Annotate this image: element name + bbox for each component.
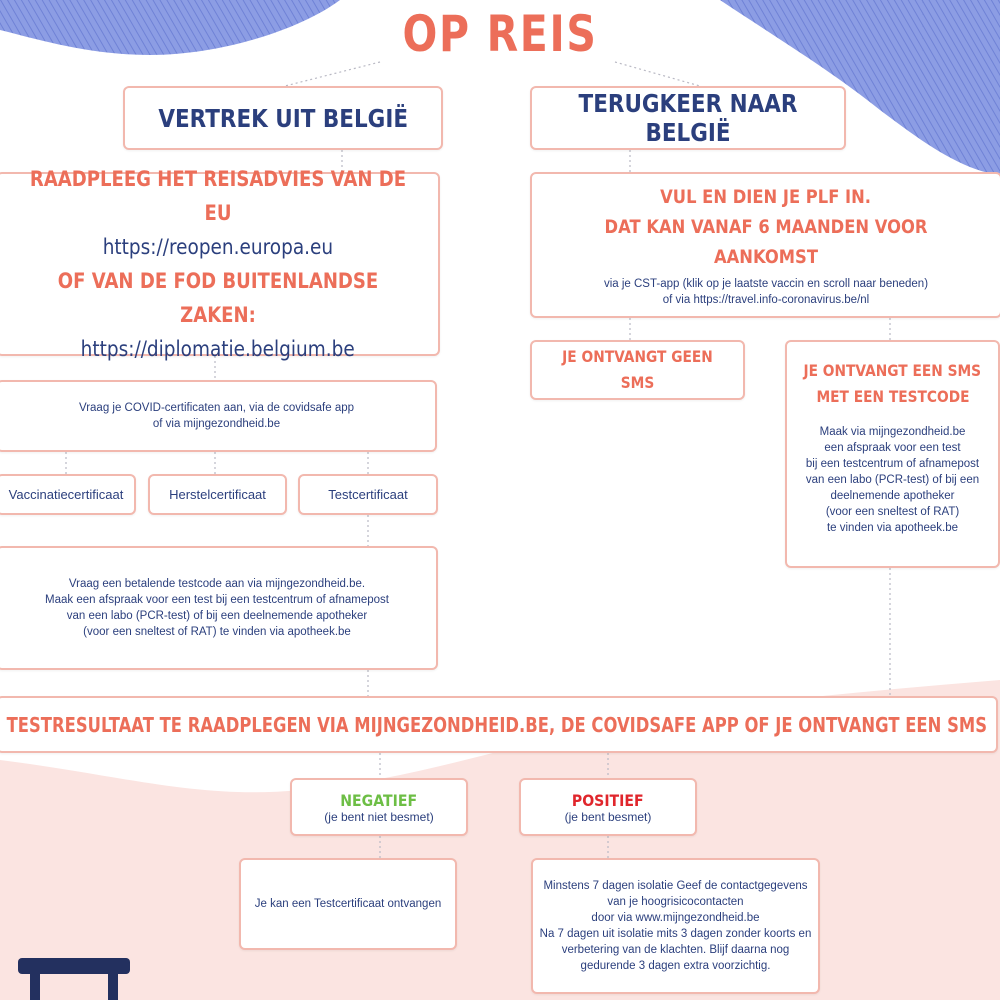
certificates-request-line2: of via mijngezondheid.be bbox=[152, 418, 281, 430]
plf-subtitle: DAT KAN VANAF 6 MAANDEN VOOR AANKOMST bbox=[604, 216, 928, 268]
recovery-certificate-label: Herstelcertificaat bbox=[169, 487, 266, 502]
sms-line: een afspraak voor een test bbox=[824, 442, 961, 454]
departure-header: VERTREK UIT BELGIË bbox=[158, 103, 408, 133]
vaccination-certificate-box bbox=[0, 474, 136, 515]
testcode-line3: van een labo (PCR-test) of bij een deelnemende apotheker bbox=[66, 610, 368, 622]
plf-title: VUL EN DIEN JE PLF IN. bbox=[660, 186, 872, 208]
positive-detail-line: verbetering van de klachten. Blijf daarna nog bbox=[561, 944, 790, 956]
plf-instruction: via je CST-app (klik op je laatste vaccin en scroll naar beneden) bbox=[603, 278, 929, 290]
certificates-request-line1: Vraag je COVID-certificaten aan, via de covidsafe app bbox=[78, 402, 355, 414]
positive-detail-line: gedurende 3 dagen extra voorzichtig. bbox=[580, 960, 771, 972]
vaccination-certificate-label: Vaccinatiecertificaat bbox=[8, 487, 124, 502]
certificates-request-box bbox=[0, 380, 437, 452]
testcode-line4: (voor een sneltest of RAT) te vinden via apotheek.be bbox=[83, 626, 351, 638]
positive-box bbox=[519, 778, 697, 836]
positive-detail-line: Minstens 7 dagen isolatie Geef de contactgegevens bbox=[543, 880, 808, 892]
return-header-box bbox=[530, 86, 846, 150]
advice-eu-url[interactable]: https://reopen.europa.eu bbox=[102, 235, 334, 259]
sms-line: Maak via mijngezondheid.be bbox=[819, 426, 966, 438]
positive-subtitle: (je bent besmet) bbox=[564, 809, 652, 824]
positive-detail-line: Na 7 dagen uit isolatie mits 3 dagen zonder koorts en bbox=[539, 928, 812, 940]
result-banner-box bbox=[0, 696, 998, 753]
sms-subtitle: MET EEN TESTCODE bbox=[815, 387, 970, 406]
plf-url[interactable]: of via https://travel.info-coronavirus.be/nl bbox=[662, 294, 870, 306]
positive-detail-line: van je hoogrisicocontacten bbox=[607, 896, 744, 908]
sms-box bbox=[785, 340, 1000, 568]
positive-detail-line: door via www.mijngezondheid.be bbox=[591, 912, 760, 924]
advice-fod-label: OF VAN DE FOD BUITENLANDSE ZAKEN: bbox=[57, 269, 379, 327]
return-header: TERUGKEER NAAR BELGIË bbox=[578, 89, 798, 147]
departure-header-box bbox=[123, 86, 443, 150]
travel-advice-box bbox=[0, 167, 440, 361]
page-title: OP REIS bbox=[402, 5, 598, 63]
sms-line: deelnemende apotheker bbox=[830, 490, 955, 502]
result-banner: TESTRESULTAAT TE RAADPLEGEN VIA MIJNGEZONDHEID.BE, DE COVIDSAFE APP OF JE ONTVANGT EEN SMS bbox=[6, 712, 988, 737]
testcode-line1: Vraag een betalende testcode aan via mijngezondheid.be. bbox=[68, 578, 366, 590]
negative-box bbox=[290, 778, 468, 836]
no-sms-label: JE ONTVANGT GEEN SMS bbox=[562, 347, 713, 392]
recovery-certificate-box bbox=[148, 474, 287, 515]
sms-line: te vinden via apotheek.be bbox=[826, 522, 959, 534]
sms-line: van een labo (PCR-test) of bij een bbox=[805, 474, 980, 486]
testcode-box bbox=[0, 546, 438, 670]
positive-detail-box bbox=[531, 858, 820, 994]
test-certificate-label: Testcertificaat bbox=[328, 487, 408, 502]
sms-instructions bbox=[806, 424, 979, 536]
positive-title: POSITIEF bbox=[572, 790, 644, 810]
test-certificate-box bbox=[298, 474, 438, 515]
sms-title: JE ONTVANGT EEN SMS bbox=[803, 361, 982, 380]
plf-box bbox=[530, 172, 1000, 318]
advice-fod-url[interactable]: https://diplomatie.belgium.be bbox=[80, 337, 356, 361]
advice-eu-label: RAADPLEEG HET REISADVIES VAN DE EU bbox=[29, 167, 407, 225]
negative-subtitle: (je bent niet besmet) bbox=[324, 809, 434, 824]
no-sms-box bbox=[530, 340, 745, 400]
negative-detail-box bbox=[239, 858, 457, 950]
testcode-line2: Maak een afspraak voor een test bij een testcentrum of afnamepost bbox=[45, 594, 389, 606]
sms-line: (voor een sneltest of RAT) bbox=[825, 506, 960, 518]
negative-detail: Je kan een Testcertificaat ontvangen bbox=[254, 898, 442, 910]
negative-title: NEGATIEF bbox=[340, 790, 418, 810]
sms-line: bij een testcentrum of afnamepost bbox=[805, 458, 980, 470]
